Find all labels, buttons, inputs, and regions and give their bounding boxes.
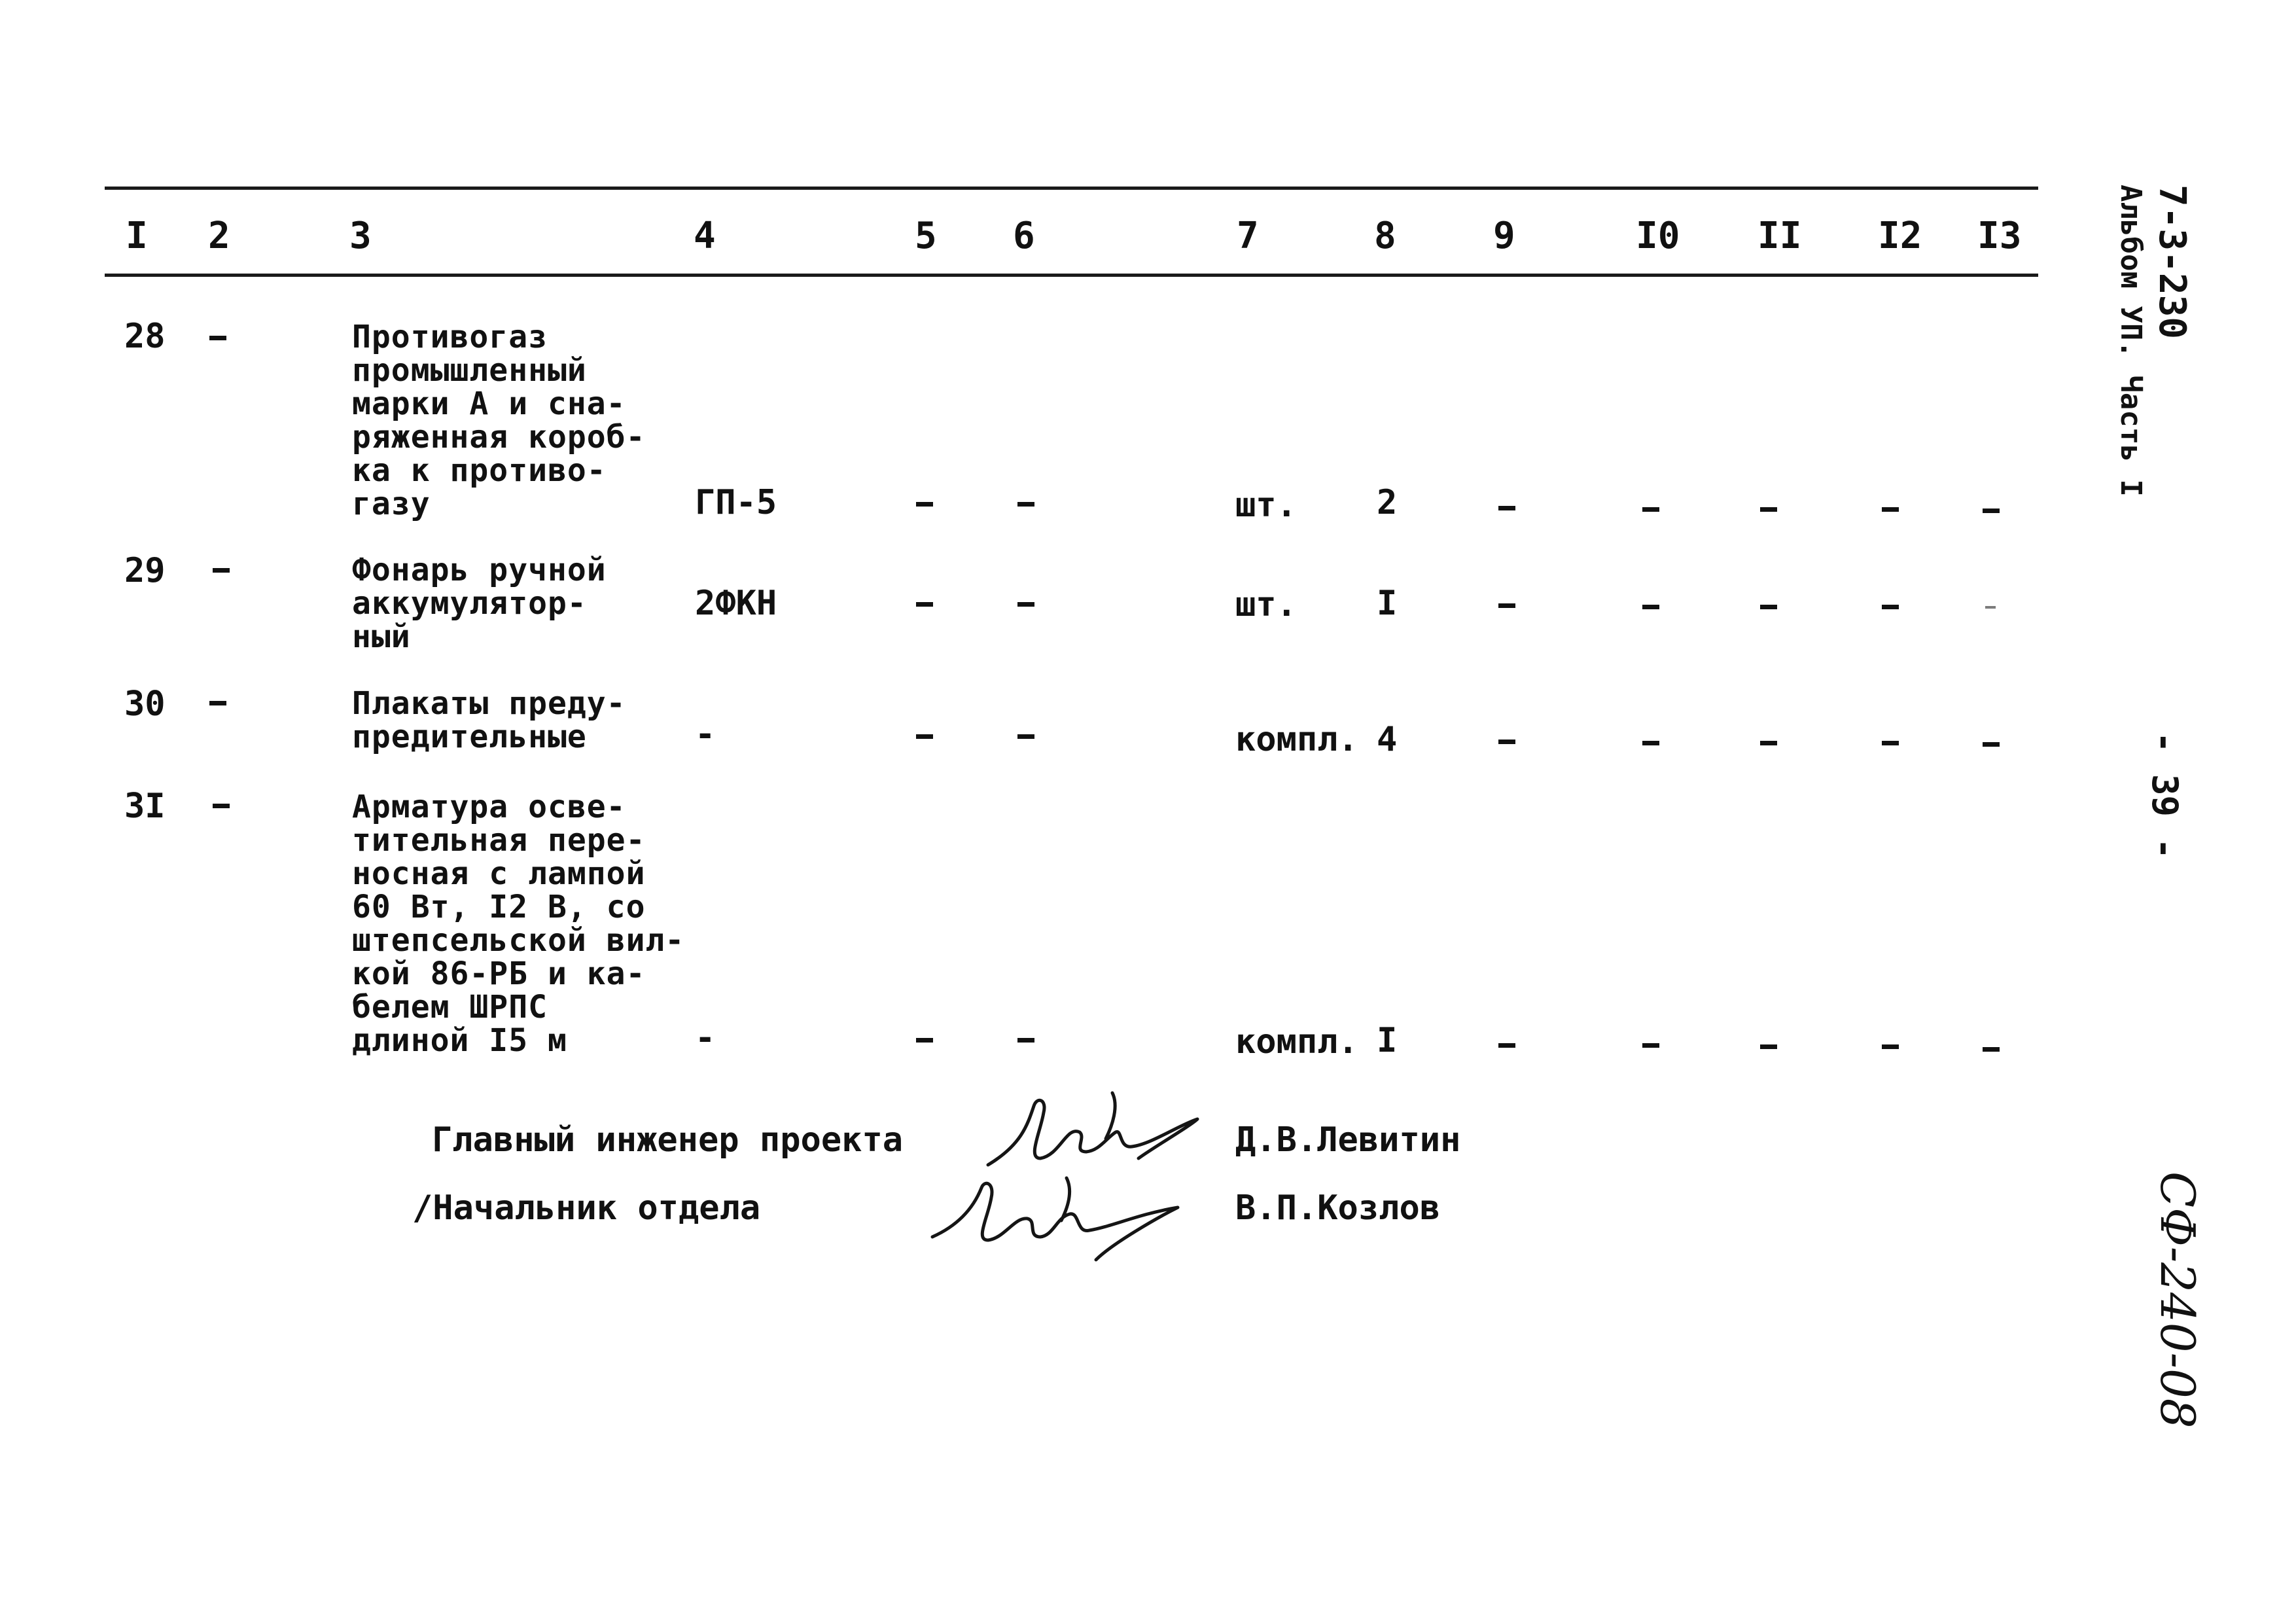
dash-mark [209,336,226,340]
margin-doc-code: СФ-240-08 [2150,1171,2205,1429]
dash-mark [1760,507,1777,512]
row-number: 29 [124,551,166,590]
dash-mark [1882,741,1899,745]
item-type: - [695,715,716,754]
item-quantity: I [1377,1021,1398,1060]
dash-mark [1760,741,1777,745]
handwritten-signature-1 [981,1086,1230,1178]
col-header-11: II [1757,215,1802,257]
dash-mark [1882,507,1899,512]
item-description: Фонарь ручной аккумулятор- ный [352,552,607,655]
item-quantity: 2 [1377,483,1398,522]
item-quantity: 4 [1377,720,1398,759]
dash-mark [1498,603,1515,608]
item-unit: шт. [1235,585,1297,624]
dash-mark [1017,602,1034,607]
col-header-13: I3 [1977,215,2022,257]
signature-role-department-head: /Начальник отдела [412,1188,761,1228]
item-type: - [695,1018,716,1058]
margin-album-part: Альбом УП. Часть I [2114,185,2147,497]
dash-mark [1642,507,1659,512]
item-unit: компл. [1235,1022,1358,1061]
item-description: Арматура осве- тительная пере- носная с лампой 60 Вт, I2 В, со штепсельской вил- кой 86-РБ и ка- белем ШРПС длиной I5 м [352,789,685,1059]
dash-mark [1983,508,2000,513]
page-number: - 39 - [2144,732,2185,860]
dash-mark [1985,606,1996,609]
col-header-7: 7 [1237,215,1259,257]
dash-mark [1642,741,1659,745]
dash-mark [916,734,933,739]
dash-mark [1760,605,1777,609]
dash-mark [1983,1047,2000,1052]
dash-mark [209,701,226,705]
handwritten-signature-2 [923,1171,1197,1270]
item-type: ГП-5 [695,483,777,522]
dash-mark [1498,740,1515,744]
dash-mark [1760,1044,1777,1049]
dash-mark [213,804,230,808]
dash-mark [1498,506,1515,510]
item-unit: шт. [1235,486,1297,525]
col-header-4: 4 [694,215,716,257]
row-number: 28 [124,317,166,356]
dash-mark [1882,605,1899,609]
signature-role-chief-engineer: Главный инженер проекта [432,1120,904,1160]
item-unit: компл. [1235,720,1358,759]
item-type: 2ФКН [695,584,777,623]
row-number: 30 [124,685,166,724]
dash-mark [1983,742,2000,747]
dash-mark [916,502,933,507]
dash-mark [1017,1038,1034,1043]
dash-mark [1642,1043,1659,1048]
col-header-8: 8 [1374,215,1396,257]
col-header-3: 3 [349,215,372,257]
dash-mark [1017,734,1034,739]
col-header-9: 9 [1493,215,1515,257]
signature-name-chief-engineer: Д.В.Левитин [1235,1120,1461,1160]
signature-name-department-head: В.П.Козлов [1235,1188,1441,1228]
margin-code: 7-3-230 [2151,185,2193,340]
dash-mark [916,1038,933,1043]
col-header-1: I [126,215,148,257]
item-description: Противогаз промышленный марки А и сна- ряженная короб- ка к противо- газу [352,319,646,522]
dash-mark [213,568,230,573]
col-header-2: 2 [208,215,230,257]
col-header-6: 6 [1013,215,1035,257]
col-header-12: I2 [1878,215,1922,257]
dash-mark [916,602,933,607]
table-top-rule [105,187,2038,190]
dash-mark [1642,605,1659,609]
item-description: Плакаты преду- предительные [352,685,626,755]
row-number: 3I [124,787,166,826]
dash-mark [1498,1043,1515,1048]
table-header-rule [105,274,2038,277]
col-header-10: I0 [1636,215,1680,257]
dash-mark [1017,502,1034,507]
dash-mark [1882,1044,1899,1049]
col-header-5: 5 [915,215,937,257]
item-quantity: I [1377,584,1398,623]
